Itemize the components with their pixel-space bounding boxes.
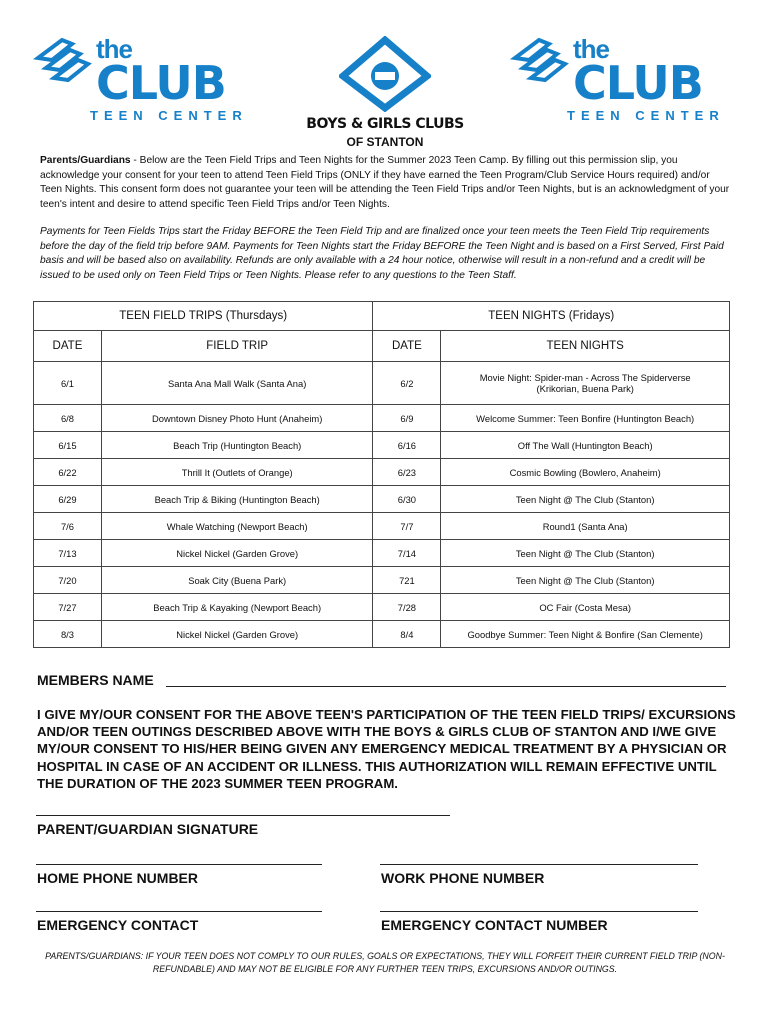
table-row <box>34 594 730 621</box>
teen-night-cell: Goodbye Summer: Teen Night & Bonfire (San Clemente) <box>441 621 730 648</box>
teen-night-cell: Welcome Summer: Teen Bonfire (Huntington Beach) <box>441 405 730 432</box>
signature-label: PARENT/GUARDIAN SIGNATURE <box>37 821 259 837</box>
trip-date-cell: 6/8 <box>34 405 102 432</box>
teen-night-cell: Cosmic Bowling (Bowlero, Anaheim) <box>441 459 730 486</box>
trip-date-cell: 6/29 <box>34 486 102 513</box>
teen-night-cell: Round1 (Santa Ana) <box>441 513 730 540</box>
field-trip-cell: Beach Trip & Kayaking (Newport Beach) <box>101 594 373 621</box>
night-date-cell: 7/7 <box>373 513 441 540</box>
header-field-trip: FIELD TRIP <box>101 331 373 362</box>
club-logo-subtitle: TEEN CENTER <box>567 108 725 123</box>
boys-girls-clubs-logo <box>287 36 483 149</box>
trip-date-cell: 8/3 <box>34 621 102 648</box>
field-trip-cell: Soak City (Buena Park) <box>101 567 373 594</box>
table-row <box>34 621 730 648</box>
table-row <box>34 567 730 594</box>
trip-date-cell: 6/15 <box>34 432 102 459</box>
club-logo-the: the <box>96 34 132 64</box>
teen-night-cell: Teen Night @ The Club (Stanton) <box>441 486 730 513</box>
night-date-cell: 6/23 <box>373 459 441 486</box>
table-row <box>34 513 730 540</box>
teen-night-cell: Movie Night: Spider-man - Across The Spiderverse (Krikorian, Buena Park) <box>441 362 730 405</box>
field-trip-cell: Beach Trip & Biking (Huntington Beach) <box>101 486 373 513</box>
club-logo-name: CLUB <box>573 56 703 110</box>
header-date: DATE <box>34 331 102 362</box>
section-field-trips: TEEN FIELD TRIPS (Thursdays) <box>34 302 373 331</box>
club-logo-the: the <box>573 34 609 64</box>
footer-warning: PARENTS/GUARDIANS: IF YOUR TEEN DOES NOT COMPLY TO OUR RULES, GOALS OR EXPECTATIONS, THEY WILL FORFEIT THEIR CURRENT FIELD TRIP (NON-REFUNDABLE) AND MAY NOT BE ELIGIBLE FOR ANY FURTHER TEEN TRIPS, EXCURSIONS AND/OR OUTINGS. <box>45 951 725 974</box>
payments-paragraph: Payments for Teen Fields Trips start the Friday BEFORE the Teen Field Trip and are finalized once your teen meets the Teen Field Trip requirements before the day of the field trip before 9AM. Payments for Teen Nights start the Friday BEFORE the Teen Night and is based on a First Served, First Paid basis and will be based also on availability. Refunds are only available with a 24 hour notice, otherwise will result in a non-refund and a credit will be issued to be used only on Teen Field Trips or Teen Nights. Please refer to any questions to the Teen Staff. <box>40 226 724 281</box>
field-trip-cell: Nickel Nickel (Garden Grove) <box>101 540 373 567</box>
club-logo-name: CLUB <box>96 56 226 110</box>
club-logo-subtitle: TEEN CENTER <box>90 108 248 123</box>
night-date-cell: 6/30 <box>373 486 441 513</box>
emergency-number-label: EMERGENCY CONTACT NUMBER <box>381 917 608 933</box>
field-trip-cell: Santa Ana Mall Walk (Santa Ana) <box>101 362 373 405</box>
org-name: BOYS & GIRLS CLUBS <box>306 116 464 132</box>
table-row <box>34 362 730 405</box>
members-name-label: MEMBERS NAME <box>37 672 154 688</box>
home-phone-label: HOME PHONE NUMBER <box>37 870 199 886</box>
intro-paragraph <box>40 154 730 212</box>
work-phone-field[interactable] <box>380 864 698 865</box>
table-row <box>34 459 730 486</box>
field-trip-cell: Whale Watching (Newport Beach) <box>101 513 373 540</box>
trip-date-cell: 6/22 <box>34 459 102 486</box>
table-row <box>34 432 730 459</box>
consent-statement: I GIVE MY/OUR CONSENT FOR THE ABOVE TEEN'S PARTICIPATION OF THE TEEN FIELD TRIPS/ EXCURSIONS AND/OR TEEN OUTINGS DESCRIBED ABOVE WITH THE BOYS & GIRLS CLUB OF STANTON AND I/WE GIVE MY/OUR CONSENT TO HIS/HER BEING GIVEN ANY EMERGENCY MEDICAL TREATMENT BY A PHYSICIAN OR HOSPITAL IN CASE OF AN ACCIDENT OR ILLNESS. THIS AUTHORIZATION WILL REMAIN EFFECTIVE UNTIL THE DURATION OF THE 2023 SUMMER TEEN PROGRAM. <box>37 707 736 791</box>
trip-date-cell: 7/20 <box>34 567 102 594</box>
header-teen-nights: TEEN NIGHTS <box>441 331 730 362</box>
field-trip-cell: Beach Trip (Huntington Beach) <box>101 432 373 459</box>
trip-date-cell: 7/27 <box>34 594 102 621</box>
field-trip-cell: Thrill It (Outlets of Orange) <box>101 459 373 486</box>
emergency-contact-label: EMERGENCY CONTACT <box>37 917 199 933</box>
teen-night-cell: OC Fair (Costa Mesa) <box>441 594 730 621</box>
trip-date-cell: 7/13 <box>34 540 102 567</box>
night-date-cell: 7/28 <box>373 594 441 621</box>
table-row <box>34 540 730 567</box>
field-trip-cell: Nickel Nickel (Garden Grove) <box>101 621 373 648</box>
home-phone-field[interactable] <box>36 864 322 865</box>
table-row <box>34 486 730 513</box>
emergency-contact-field[interactable] <box>36 911 322 912</box>
signature-field[interactable] <box>36 815 450 816</box>
trip-date-cell: 7/6 <box>34 513 102 540</box>
trips-table <box>33 301 730 648</box>
work-phone-label: WORK PHONE NUMBER <box>381 870 545 886</box>
members-name-field[interactable] <box>166 686 726 687</box>
night-date-cell: 721 <box>373 567 441 594</box>
emergency-number-field[interactable] <box>380 911 698 912</box>
club-hands-icon <box>509 34 573 94</box>
teen-night-cell: Teen Night @ The Club (Stanton) <box>441 540 730 567</box>
night-date-cell: 8/4 <box>373 621 441 648</box>
table-row <box>34 405 730 432</box>
club-teen-center-logo-right <box>509 30 729 125</box>
night-date-cell: 7/14 <box>373 540 441 567</box>
night-date-cell: 6/16 <box>373 432 441 459</box>
section-teen-nights: TEEN NIGHTS (Fridays) <box>373 302 730 331</box>
night-date-cell: 6/9 <box>373 405 441 432</box>
header-date-2: DATE <box>373 331 441 362</box>
club-hands-icon <box>32 34 96 94</box>
intro-lead: Parents/Guardians <box>40 155 131 166</box>
org-subtitle: OF STANTON <box>346 135 424 149</box>
trip-date-cell: 6/1 <box>34 362 102 405</box>
club-teen-center-logo-left <box>32 30 252 125</box>
teen-night-cell: Teen Night @ The Club (Stanton) <box>441 567 730 594</box>
teen-night-cell: Off The Wall (Huntington Beach) <box>441 432 730 459</box>
field-trip-cell: Downtown Disney Photo Hunt (Anaheim) <box>101 405 373 432</box>
intro-text: - Below are the Teen Field Trips and Teen Nights for the Summer 2023 Teen Camp. By filling out this permission slip, you acknowledge your consent for your teen to attend Teen Field Trips (ONLY if they have earned the Teen Program/Club Service Hours required) and/or Teen Nights. This consent form does not guarantee your teen will be attending the Teen Field Trips and/or Teen Nights, but is an acknowledgment of your teen's intent and desire to attend specific Teen Field Trips and/or Teen Nights. <box>40 155 730 210</box>
bgc-hands-icon <box>339 36 431 112</box>
night-date-cell: 6/2 <box>373 362 441 405</box>
